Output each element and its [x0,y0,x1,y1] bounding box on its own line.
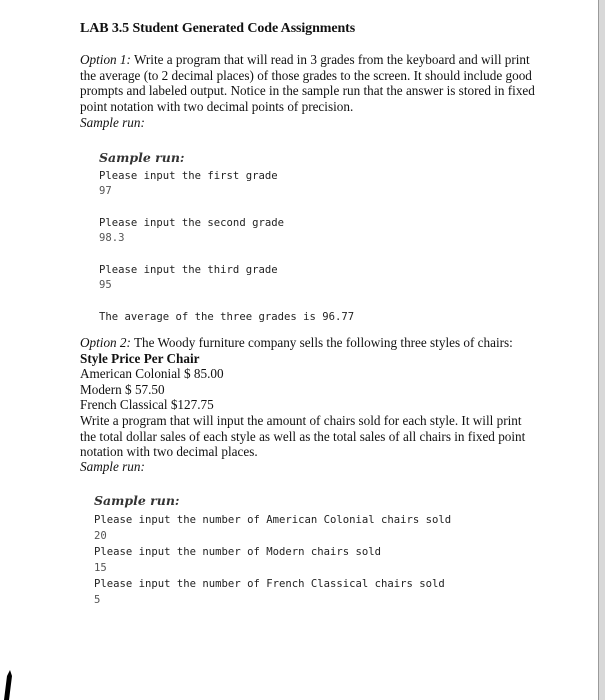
option2-prompt-3: Please input the number of French Classical chairs sold [94,578,445,590]
option1-paragraph [80,52,535,114]
option1-input-2: 98.3 [99,232,125,244]
option1-sample-heading: Sample run: [99,150,185,165]
chair-row-modern: Modern $ 57.50 [80,382,165,397]
page-margin-right [599,0,605,700]
option2-input-2: 15 [94,562,107,574]
option1-text: Write a program that will read in 3 grades from the keyboard and will print the average (to 2 decimal places) of those grades to the screen. It should include good prompts and labeled output. Notice in the sample run that the answer is stored in fixed point notation with two decimal points of precision. [80,52,535,114]
option2-description: Write a program that will input the amount of chairs sold for each style. It will print the total dollar sales of each style as well as the total sales of all chairs in fixed point notation with two decimal places. [80,413,526,459]
option1-prompt-2: Please input the second grade [99,217,284,229]
option1-label: Option 1: [80,52,131,67]
option2-input-1: 20 [94,530,107,542]
option2-input-3: 5 [94,594,101,606]
cursor-mark-icon [0,668,22,700]
chair-row-french-classical: French Classical $127.75 [80,397,214,412]
option1-input-3: 95 [99,279,112,291]
option1-sample-run-label: Sample run: [80,115,145,130]
option1-result: The average of the three grades is 96.77 [99,311,355,323]
option1-prompt-1: Please input the first grade [99,170,278,182]
option2-label: Option 2: [80,335,131,350]
option2-sample-run-label: Sample run: [80,459,145,474]
option1-input-1: 97 [99,185,112,197]
option2-prompt-2: Please input the number of Modern chairs sold [94,546,382,558]
option2-paragraph [80,335,535,351]
option2-sample-heading: Sample run: [94,493,180,508]
chair-row-american-colonial: American Colonial $ 85.00 [80,366,224,381]
chair-table-header: Style Price Per Chair [80,351,200,366]
option2-prompt-1: Please input the number of American Colonial chairs sold [94,514,452,526]
option2-text: The Woody furniture company sells the following three styles of chairs: [130,335,513,350]
page-title: LAB 3.5 Student Generated Code Assignments [80,21,356,36]
option1-prompt-3: Please input the third grade [99,264,278,276]
